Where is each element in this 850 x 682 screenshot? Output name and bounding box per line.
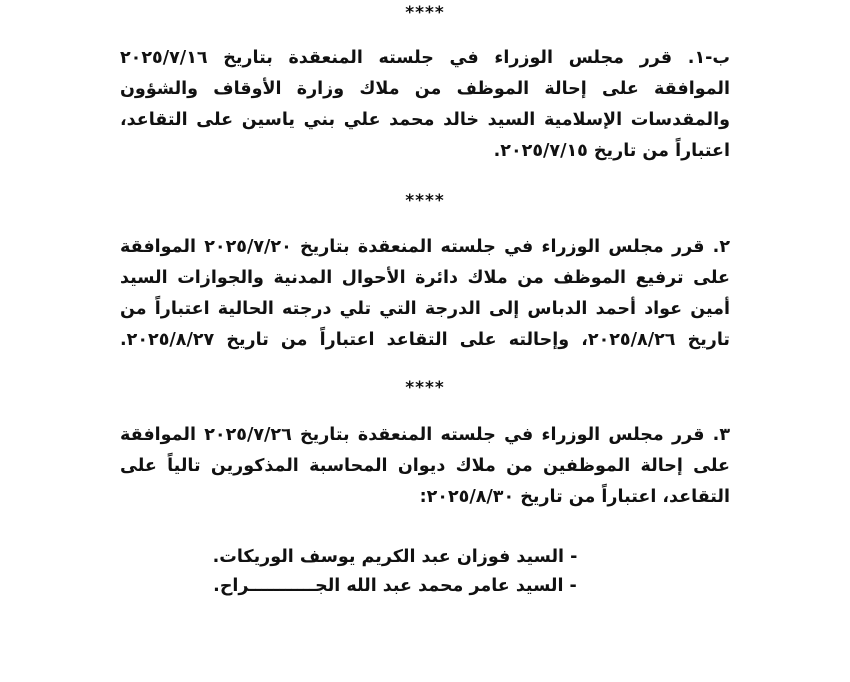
paragraph-item-2: ٢. قرر مجلس الوزراء في جلسته المنعقدة بتاريخ ٢٠٢٥/٧/٢٠ الموافقة على ترفيع الموظف من ملاك دائرة الأحوال المدنية والجوازات السيد أمين عواد أحمد الدباس إلى الدرجة التي تلي درجته الحالية اعتباراً من تاريخ ٢٠٢٥/٨/٢٦، وإحالته على التقاعد اعتباراً من تاريخ ٢٠٢٥/٨/٢٧. bbox=[120, 237, 731, 350]
list-item: - السيد عامر محمد عبد الله الجـــــــــــراح. bbox=[213, 576, 577, 596]
section-separator-3: **** bbox=[405, 378, 445, 398]
section-separator-1: **** bbox=[405, 3, 445, 23]
paragraph-item-b-1: ب-١. قرر مجلس الوزراء في جلسته المنعقدة بتاريخ ٢٠٢٥/٧/١٦ الموافقة على إحالة الموظف من ملاك وزارة الأوقاف والشؤون والمقدسات الإسلامية السيد خالد محمد علي بني ياسين على التقاعد، اعتباراً من تاريخ ٢٠٢٥/٧/١٥. bbox=[120, 48, 730, 161]
paragraph-item-3: ٣. قرر مجلس الوزراء في جلسته المنعقدة بتاريخ ٢٠٢٥/٧/٢٦ الموافقة على إحالة الموظفين من ملاك ديوان المحاسبة المذكورين تالياً على التقاعد، اعتباراً من تاريخ ٢٠٢٥/٨/٣٠: bbox=[120, 425, 731, 507]
list-item: - السيد فوزان عبد الكريم يوسف الوريكات. bbox=[212, 547, 578, 567]
names-list bbox=[120, 513, 730, 601]
section-separator-2: **** bbox=[405, 191, 445, 211]
